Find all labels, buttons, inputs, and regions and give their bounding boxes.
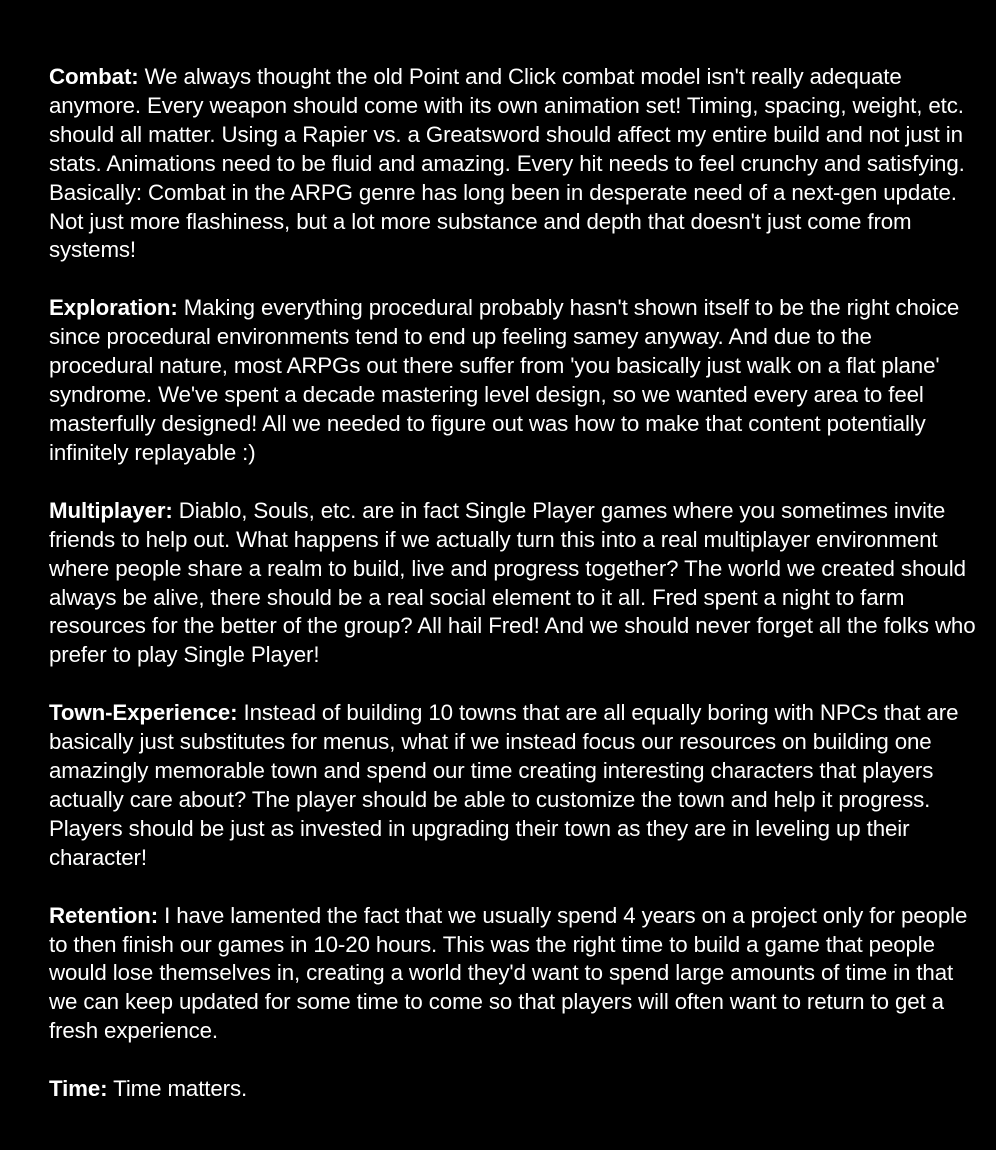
section-label: Multiplayer:: [49, 497, 173, 523]
section-text: Making everything procedural probably hasn't shown itself to be the right choice since procedural environments tend to end up feeling samey anyway. And due to the procedural nature, most ARPGs out there suffer from 'you basically just walk on a flat plane' syndrome. We've spent a decade mastering level design, so we wanted every area to feel masterfully designed! All we needed to figure out was how to make that content potentially infinitely replayable :): [49, 295, 960, 465]
section-label: Town-Experience:: [49, 700, 238, 726]
section-retention: [49, 902, 979, 1047]
section-time: [49, 1075, 979, 1104]
section-exploration: [49, 294, 979, 467]
section-text: Time matters.: [113, 1076, 248, 1102]
section-label: Combat:: [49, 64, 139, 89]
section-text: Diablo, Souls, etc. are in fact Single Player games where you sometimes invite friends to help out. What happens if we actually turn this into a real multiplayer environment where people share a realm to build, live and progress together? The world we created should always be alive, there should be a real social element to it all. Fred spent a night to farm resources for the better of the group? All hail Fred! And we should never forget all the folks who prefer to play Single Player!: [49, 497, 976, 668]
section-label: Retention:: [49, 902, 159, 928]
section-text: I have lamented the fact that we usually spend 4 years on a project only for people to then finish our games in 10-20 hours. This was the right time to build a game that people would lose themselves in, creating a world they'd want to spend large amounts of time in that we can keep updated for some time to come so that players will often want to return to get a fresh experience.: [49, 902, 968, 1044]
section-town-experience: [49, 699, 979, 872]
document-body: [49, 63, 979, 1104]
section-text: Instead of building 10 towns that are all equally boring with NPCs that are basically just substitutes for menus, what if we instead focus our resources on building one amazingly memorable town and spend our time creating interesting characters that players actually care about? The player should be able to customize the town and help it progress. Players should be just as invested in upgrading their town as they are in leveling up their character!: [49, 700, 959, 870]
section-combat: [49, 63, 979, 265]
section-multiplayer: [49, 497, 979, 670]
section-label: Time:: [49, 1076, 108, 1102]
section-label: Exploration:: [49, 295, 178, 321]
section-text: We always thought the old Point and Click combat model isn't really adequate anymore. Every weapon should come with its own animation set! Timing, spacing, weight, etc. should all matter. Using a Rapier vs. a Greatsword should affect my entire build and not just in stats. Animations need to be fluid and amazing. Every hit needs to feel crunchy and satisfying. Basically: Combat in the ARPG genre has long been in desperate need of a next-gen update. Not just more flashiness, but a lot more substance and depth that doesn't just come from systems!: [49, 64, 965, 263]
